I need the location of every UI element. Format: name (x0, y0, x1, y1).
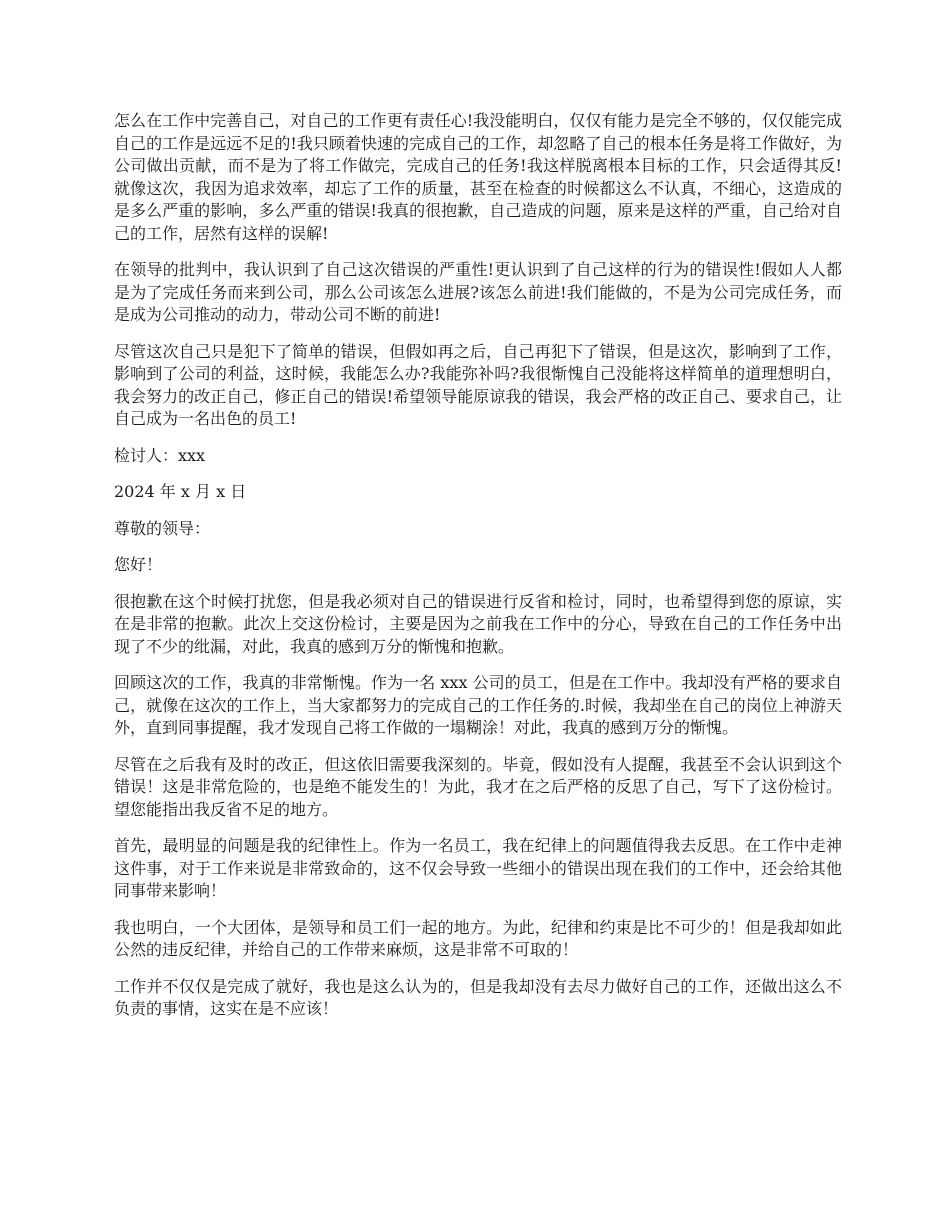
paragraph-2: 在领导的批判中，我认识到了自己这次错误的严重性!更认识到了自己这样的行为的错误性!假如人人都是为了完成任务而来到公司，那么公司该怎么进展?该怎么前进!我们能做的，不是为公司完成任务，而是成为公司推动的动力，带动公司不断的前进! (114, 260, 842, 324)
paragraph-8: 我也明白，一个大团体，是领导和员工们一起的地方。为此，纪律和约束是比不可少的！但是我却如此公然的违反纪律，并给自己的工作带来麻烦，这是非常不可取的！ (114, 917, 842, 959)
paragraph-3: 尽管这次自己只是犯下了简单的错误，但假如再之后，自己再犯下了错误，但是这次，影响到了工作，影响到了公司的利益，这时候，我能怎么办?我能弥补吗?我很惭愧自己没能将这样简单的道理想明白，我会努力的改正自己，修正自己的错误!希望领导能原谅我的错误，我会严格的改正自己、要求自己，让自己成为一名出色的员工! (114, 341, 842, 428)
date-line: 2024 年 x 月 x 日 (114, 482, 247, 501)
greeting: 您好！ (114, 555, 163, 574)
paragraph-7: 首先，最明显的问题是我的纪律性上。作为一名员工，我在纪律上的问题值得我去反思。在工作中走神这件事，对于工作来说是非常致命的，这不仅会导致一些细小的错误出现在我们的工作中，还会给其他同事带来影响！ (114, 836, 842, 900)
paragraph-1: 怎么在工作中完善自己，对自己的工作更有责任心!我没能明白，仅仅有能力是完全不够的，仅仅能完成自己的工作是远远不足的!我只顾着快速的完成自己的工作，却忽略了自己的根本任务是将工作做好，为公司做出贡献，而不是为了将工作做完，完成自己的任务!我这样脱离根本目标的工作，只会适得其反!就像这次，我因为追求效率，却忘了工作的质量，甚至在检查的时候都这么不认真，不细心，这造成的是多么严重的影响，多么严重的错误!我真的很抱歉，自己造成的问题，原来是这样的严重，自己给对自己的工作，居然有这样的误解! (114, 111, 842, 243)
salutation: 尊敬的领导： (114, 518, 211, 538)
document-body (114, 110, 842, 1035)
paragraph-9: 工作并不仅仅是完成了就好，我也是这么认为的，但是我却没有去尽力做好自己的工作，还做出这么不负责的事情，这实在是不应该！ (114, 976, 842, 1018)
paragraph-6: 尽管在之后我有及时的改正，但这依旧需要我深刻的。毕竟，假如没有人提醒，我甚至不会认识到这个错误！这是非常危险的，也是绝不能发生的！为此，我才在之后严格的反思了自己，写下了这份检讨。望您能指出我反省不足的地方。 (114, 754, 842, 819)
paragraph-4: 很抱歉在这个时候打扰您，但是我必须对自己的错误进行反省和检讨，同时，也希望得到您的原谅，实在是非常的抱歉。此次上交这份检讨，主要是因为之前我在工作中的分心，导致在自己的工作任务中出现了不少的纰漏，对此，我真的感到万分的惭愧和抱歉。 (114, 591, 842, 656)
signature-line: 检讨人：xxx (114, 445, 206, 465)
paragraph-5: 回顾这次的工作，我真的非常惭愧。作为一名 xxx 公司的员工，但是在工作中。我却没有严格的要求自己，就像在这次的工作上，当大家都努力的完成自己的工作任务的.时候，我却坐在自己的岗位上神游天外，直到同事提醒，我才发现自己将工作做的一塌糊涂！对此，我真的感到万分的惭愧。 (114, 673, 842, 737)
